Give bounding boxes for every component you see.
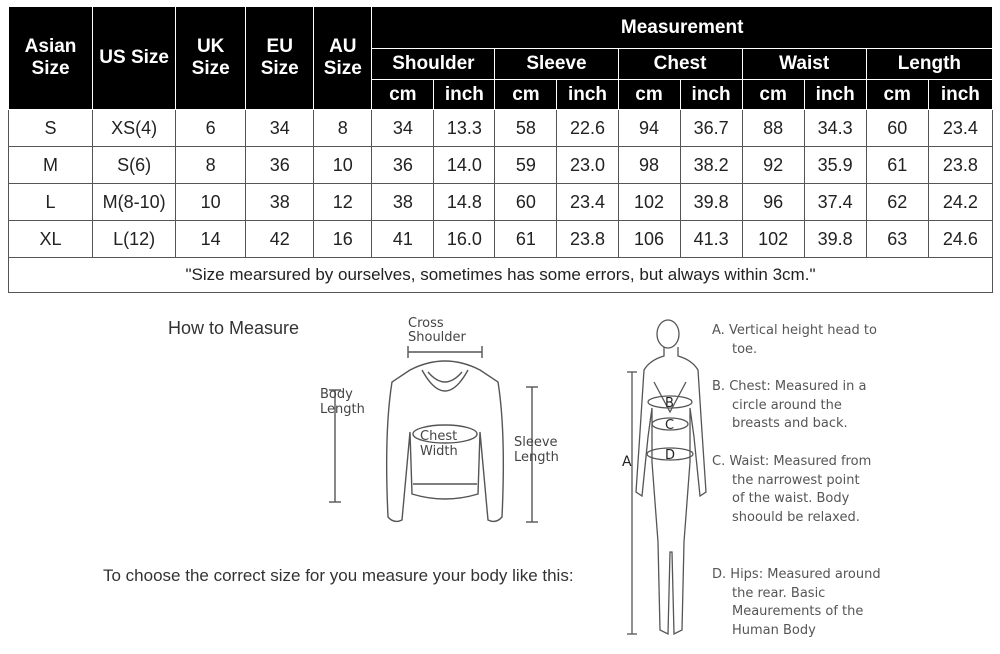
- table-cell: 37.4: [804, 184, 866, 221]
- table-cell: 88: [742, 110, 804, 147]
- table-cell: S(6): [93, 147, 176, 184]
- table-cell: 12: [314, 184, 372, 221]
- table-cell: 92: [742, 147, 804, 184]
- legend-d-text: Hips: Measured around the rear. Basic Meaurements of the Human Body: [730, 567, 881, 638]
- cross-label-2: Shoulder: [408, 330, 466, 345]
- table-cell: 23.8: [557, 221, 618, 258]
- how-to-measure-title: How to Measure: [168, 318, 300, 338]
- table-cell: 35.9: [804, 147, 866, 184]
- header-sleeve: Sleeve: [495, 49, 618, 80]
- table-cell: 102: [742, 221, 804, 258]
- table-row: [9, 184, 993, 221]
- table-cell: L: [9, 184, 93, 221]
- header-chest: Chest: [618, 49, 742, 80]
- table-cell: 23.8: [928, 147, 992, 184]
- table-cell: 8: [314, 110, 372, 147]
- sleeve-label-1: Sleeve: [514, 435, 558, 450]
- table-cell: 39.8: [804, 221, 866, 258]
- legend-c-text: Waist: Measured from the narrowest point of the waist. Body shoould be relaxed.: [729, 454, 872, 525]
- table-cell: 36.7: [680, 110, 742, 147]
- cross-label-1: Cross: [408, 316, 444, 331]
- table-cell: 23.4: [928, 110, 992, 147]
- table-cell: 23.0: [557, 147, 618, 184]
- header-unit-cm: cm: [742, 80, 804, 110]
- table-cell: 102: [618, 184, 680, 221]
- header-unit-cm: cm: [866, 80, 928, 110]
- table-cell: 16.0: [434, 221, 495, 258]
- table-cell: 16: [314, 221, 372, 258]
- table-row: [9, 147, 993, 184]
- body-length-label-2: Length: [320, 402, 365, 417]
- table-cell: 24.6: [928, 221, 992, 258]
- table-cell: M(8-10): [93, 184, 176, 221]
- header-uk-size: UK Size: [176, 7, 246, 110]
- table-cell: 38: [246, 184, 314, 221]
- table-cell: 14: [176, 221, 246, 258]
- header-unit-inch: inch: [804, 80, 866, 110]
- header-unit-cm: cm: [372, 80, 434, 110]
- chest-width-label-2: Width: [420, 444, 458, 459]
- header-au-size: AU Size: [314, 7, 372, 110]
- table-cell: 106: [618, 221, 680, 258]
- table-cell: 22.6: [557, 110, 618, 147]
- table-cell: 34: [372, 110, 434, 147]
- table-row: [9, 221, 993, 258]
- table-cell: 63: [866, 221, 928, 258]
- sleeve-label-2: Length: [514, 450, 559, 465]
- table-cell: 60: [866, 110, 928, 147]
- header-length: Length: [866, 49, 992, 80]
- table-cell: 8: [176, 147, 246, 184]
- table-cell: XS(4): [93, 110, 176, 147]
- body-length-label-1: Body: [320, 387, 353, 402]
- table-cell: 60: [495, 184, 557, 221]
- header-unit-cm: cm: [618, 80, 680, 110]
- table-cell: 38: [372, 184, 434, 221]
- table-cell: 94: [618, 110, 680, 147]
- marker-b: B: [665, 396, 674, 411]
- header-unit-inch: inch: [680, 80, 742, 110]
- legend-d: [712, 566, 882, 640]
- header-unit-inch: inch: [557, 80, 618, 110]
- marker-d: D: [665, 448, 676, 463]
- table-cell: 14.8: [434, 184, 495, 221]
- table-cell: L(12): [93, 221, 176, 258]
- header-waist: Waist: [742, 49, 866, 80]
- table-cell: 36: [372, 147, 434, 184]
- legend-a: [712, 322, 892, 359]
- header-unit-inch: inch: [928, 80, 992, 110]
- marker-c: C: [665, 418, 675, 433]
- table-cell: 38.2: [680, 147, 742, 184]
- table-cell: 96: [742, 184, 804, 221]
- table-cell: M: [9, 147, 93, 184]
- garment-measure-diagram: [310, 312, 580, 532]
- table-cell: 42: [246, 221, 314, 258]
- size-chart-table: [8, 6, 993, 293]
- header-unit-inch: inch: [434, 80, 495, 110]
- body-outline: [636, 347, 706, 634]
- table-cell: 41: [372, 221, 434, 258]
- legend-b-letter: B.: [712, 379, 726, 394]
- header-unit-cm: cm: [495, 80, 557, 110]
- table-cell: S: [9, 110, 93, 147]
- header-us-size: US Size: [93, 7, 176, 110]
- table-cell: 61: [495, 221, 557, 258]
- table-cell: 23.4: [557, 184, 618, 221]
- human-body-diagram: [610, 312, 710, 650]
- table-cell: 13.3: [434, 110, 495, 147]
- legend-c-letter: C.: [712, 454, 726, 469]
- header-shoulder: Shoulder: [372, 49, 495, 80]
- table-cell: 10: [314, 147, 372, 184]
- table-cell: 34.3: [804, 110, 866, 147]
- legend-c: [712, 453, 872, 527]
- table-cell: 24.2: [928, 184, 992, 221]
- legend-a-letter: A.: [712, 323, 725, 338]
- table-cell: 61: [866, 147, 928, 184]
- table-cell: 6: [176, 110, 246, 147]
- header-measurement: Measurement: [372, 7, 993, 49]
- table-note-row: [9, 258, 993, 293]
- table-cell: 10: [176, 184, 246, 221]
- header-eu-size: EU Size: [246, 7, 314, 110]
- measurement-note: "Size mearsured by ourselves, sometimes has some errors, but always within 3cm.": [9, 258, 993, 293]
- table-cell: 34: [246, 110, 314, 147]
- legend-d-letter: D.: [712, 567, 727, 582]
- table-cell: 41.3: [680, 221, 742, 258]
- table-row: [9, 110, 993, 147]
- table-cell: 98: [618, 147, 680, 184]
- table-cell: 58: [495, 110, 557, 147]
- legend-b: [712, 378, 892, 434]
- table-cell: 59: [495, 147, 557, 184]
- head-shape: [657, 320, 679, 348]
- measure-instruction: To choose the correct size for you measure your body like this:: [103, 566, 574, 585]
- table-cell: 14.0: [434, 147, 495, 184]
- legend-a-text: Vertical height head to toe.: [728, 323, 877, 357]
- header-asian-size: Asian Size: [9, 7, 93, 110]
- table-cell: XL: [9, 221, 93, 258]
- table-cell: 62: [866, 184, 928, 221]
- marker-a: A: [622, 454, 632, 470]
- table-cell: 36: [246, 147, 314, 184]
- legend-b-text: Chest: Measured in a circle around the breasts and back.: [729, 379, 867, 431]
- chest-width-label-1: Chest: [420, 429, 458, 444]
- table-cell: 39.8: [680, 184, 742, 221]
